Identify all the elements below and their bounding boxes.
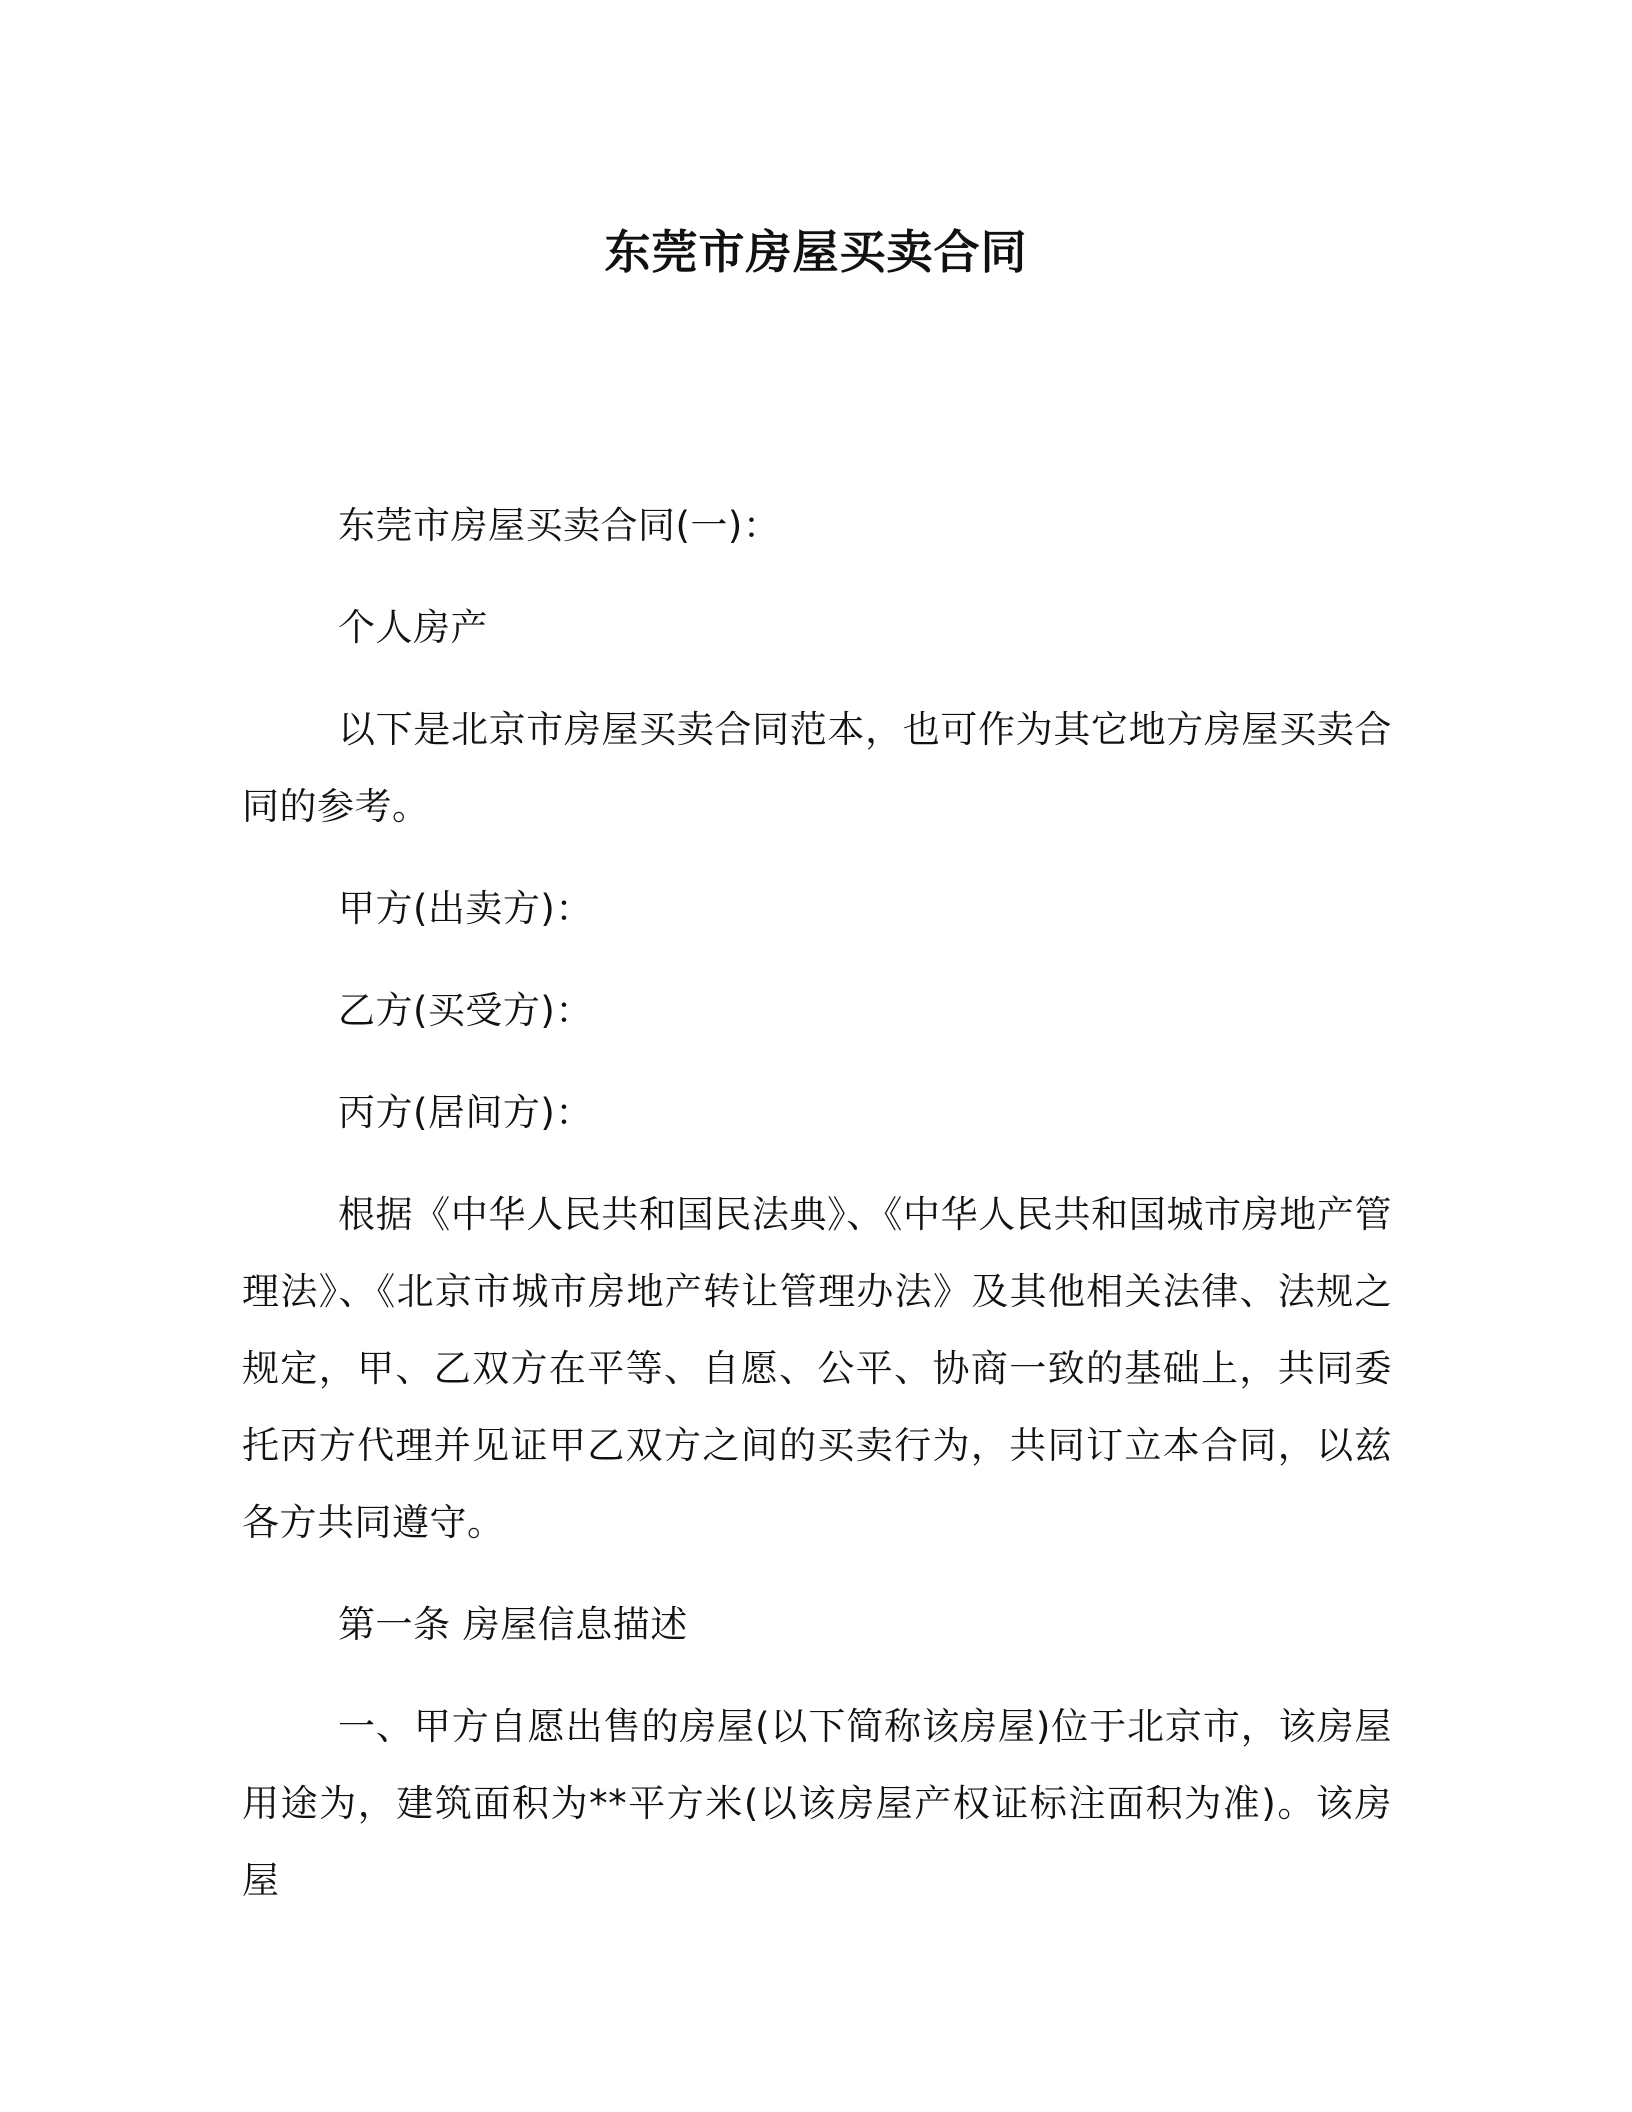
paragraph-article-one-heading: 第一条 房屋信息描述 [338,1603,688,1646]
paragraph-intro: 以下是北京市房屋买卖合同范本，也可作为其它地方房屋买卖合同的参考。 [242,708,1392,828]
document-title: 东莞市房屋买卖合同 [604,225,1028,279]
paragraph-legal-basis: 根据《中华人民共和国民法典》、《中华人民共和国城市房地产管理法》、《北京市城市房地产转让管理办法》及其他相关法律、法规之规定，甲、乙双方在平等、自愿、公平、协商一致的基础上，共同委托丙方代理并见证甲乙双方之间的买卖行为，共同订立本合同，以兹各方共同遵守。 [242,1193,1392,1544]
paragraph-contract-heading: 东莞市房屋买卖合同(一)： [338,504,781,547]
paragraph-personal-property: 个人房产 [338,606,488,649]
paragraph-party-c: 丙方(居间方)： [338,1091,593,1134]
paragraph-party-b: 乙方(买受方)： [338,989,593,1032]
document-body [242,487,1392,1944]
paragraph-party-a: 甲方(出卖方)： [338,887,593,930]
paragraph-article-one-item-one: 一、甲方自愿出售的房屋(以下简称该房屋)位于北京市，该房屋用途为，建筑面积为**平方米(以该房屋产权证标注面积为准)。该房屋 [242,1705,1392,1902]
